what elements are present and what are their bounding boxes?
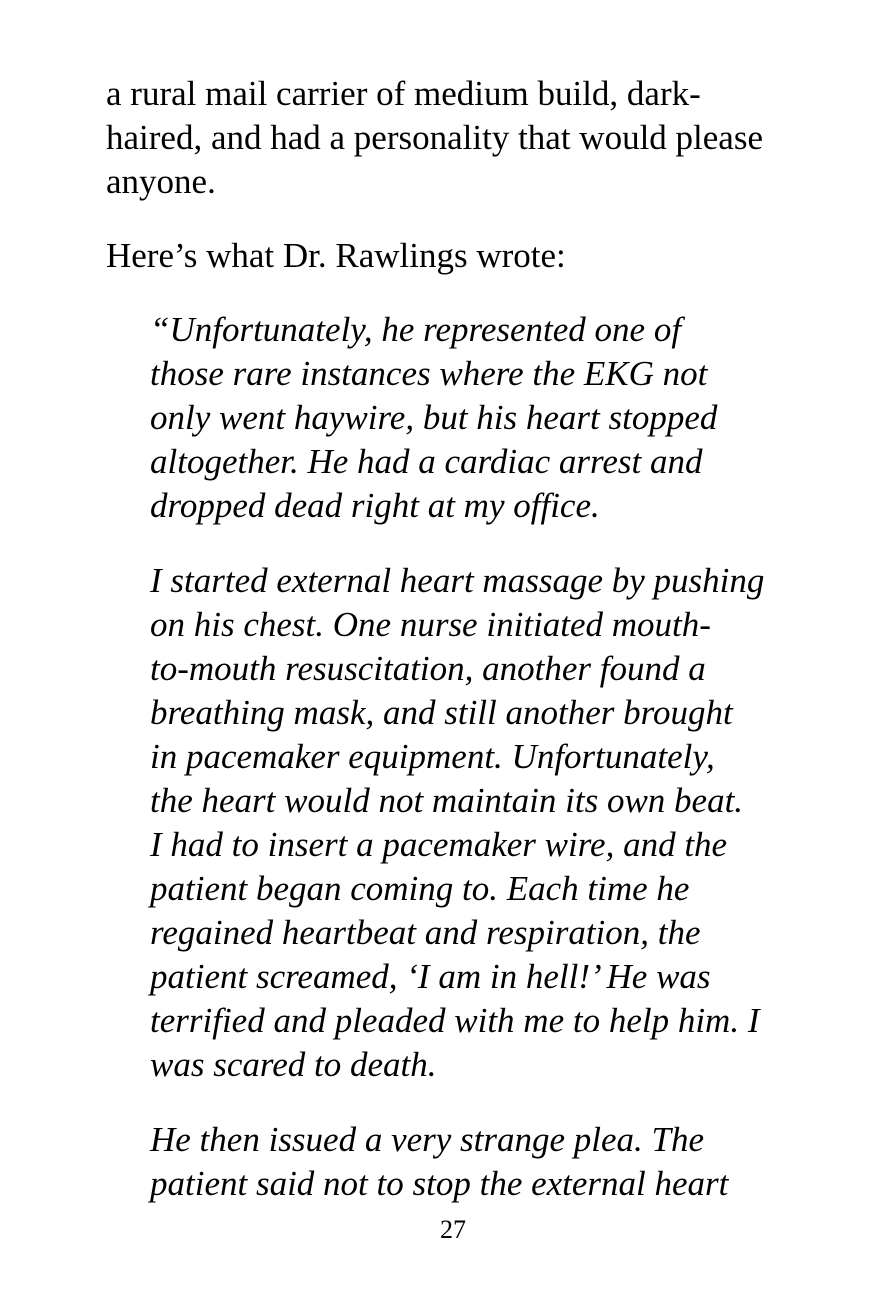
quote-line: dropped dead right at my office. — [150, 486, 600, 525]
quote-line: the heart would not maintain its own beat. — [150, 781, 744, 820]
quote-line: patient began coming to. Each time he — [150, 869, 690, 908]
quote-line: those rare instances where the EKG not — [150, 354, 708, 393]
page-number: 27 — [440, 1215, 466, 1244]
quote-line: was scared to death. — [150, 1045, 437, 1084]
quote-line: regained heartbeat and respiration, the — [150, 913, 701, 952]
quote-line: patient screamed, ‘I am in hell!’ He was — [150, 957, 711, 996]
quote-line: altogether. He had a cardiac arrest and — [150, 442, 703, 481]
quote-line: patient said not to stop the external heart — [150, 1164, 729, 1203]
quote-line: in pacemaker equipment. Unfortunately, — [150, 737, 715, 776]
text-line: anyone. — [106, 162, 216, 201]
text-line: Here’s what Dr. Rawlings wrote: — [106, 236, 566, 275]
quote-line: on his chest. One nurse initiated mouth- — [150, 605, 711, 644]
quote-line: only went haywire, but his heart stopped — [150, 398, 718, 437]
quote-line: to-mouth resuscitation, another found a — [150, 649, 706, 688]
text-line: a rural mail carrier of medium build, dark- — [106, 74, 701, 113]
quote-line: terrified and pleaded with me to help him. I — [150, 1001, 760, 1040]
quote-line: He then issued a very strange plea. The — [150, 1120, 705, 1159]
quote-line: I had to insert a pacemaker wire, and the — [150, 825, 728, 864]
text-line: haired, and had a personality that would please — [106, 118, 764, 157]
quote-line: breathing mask, and still another brought — [150, 693, 733, 732]
quote-line: “Unfortunately, he represented one of — [150, 310, 682, 349]
quote-line: I started external heart massage by pushing — [150, 561, 765, 600]
